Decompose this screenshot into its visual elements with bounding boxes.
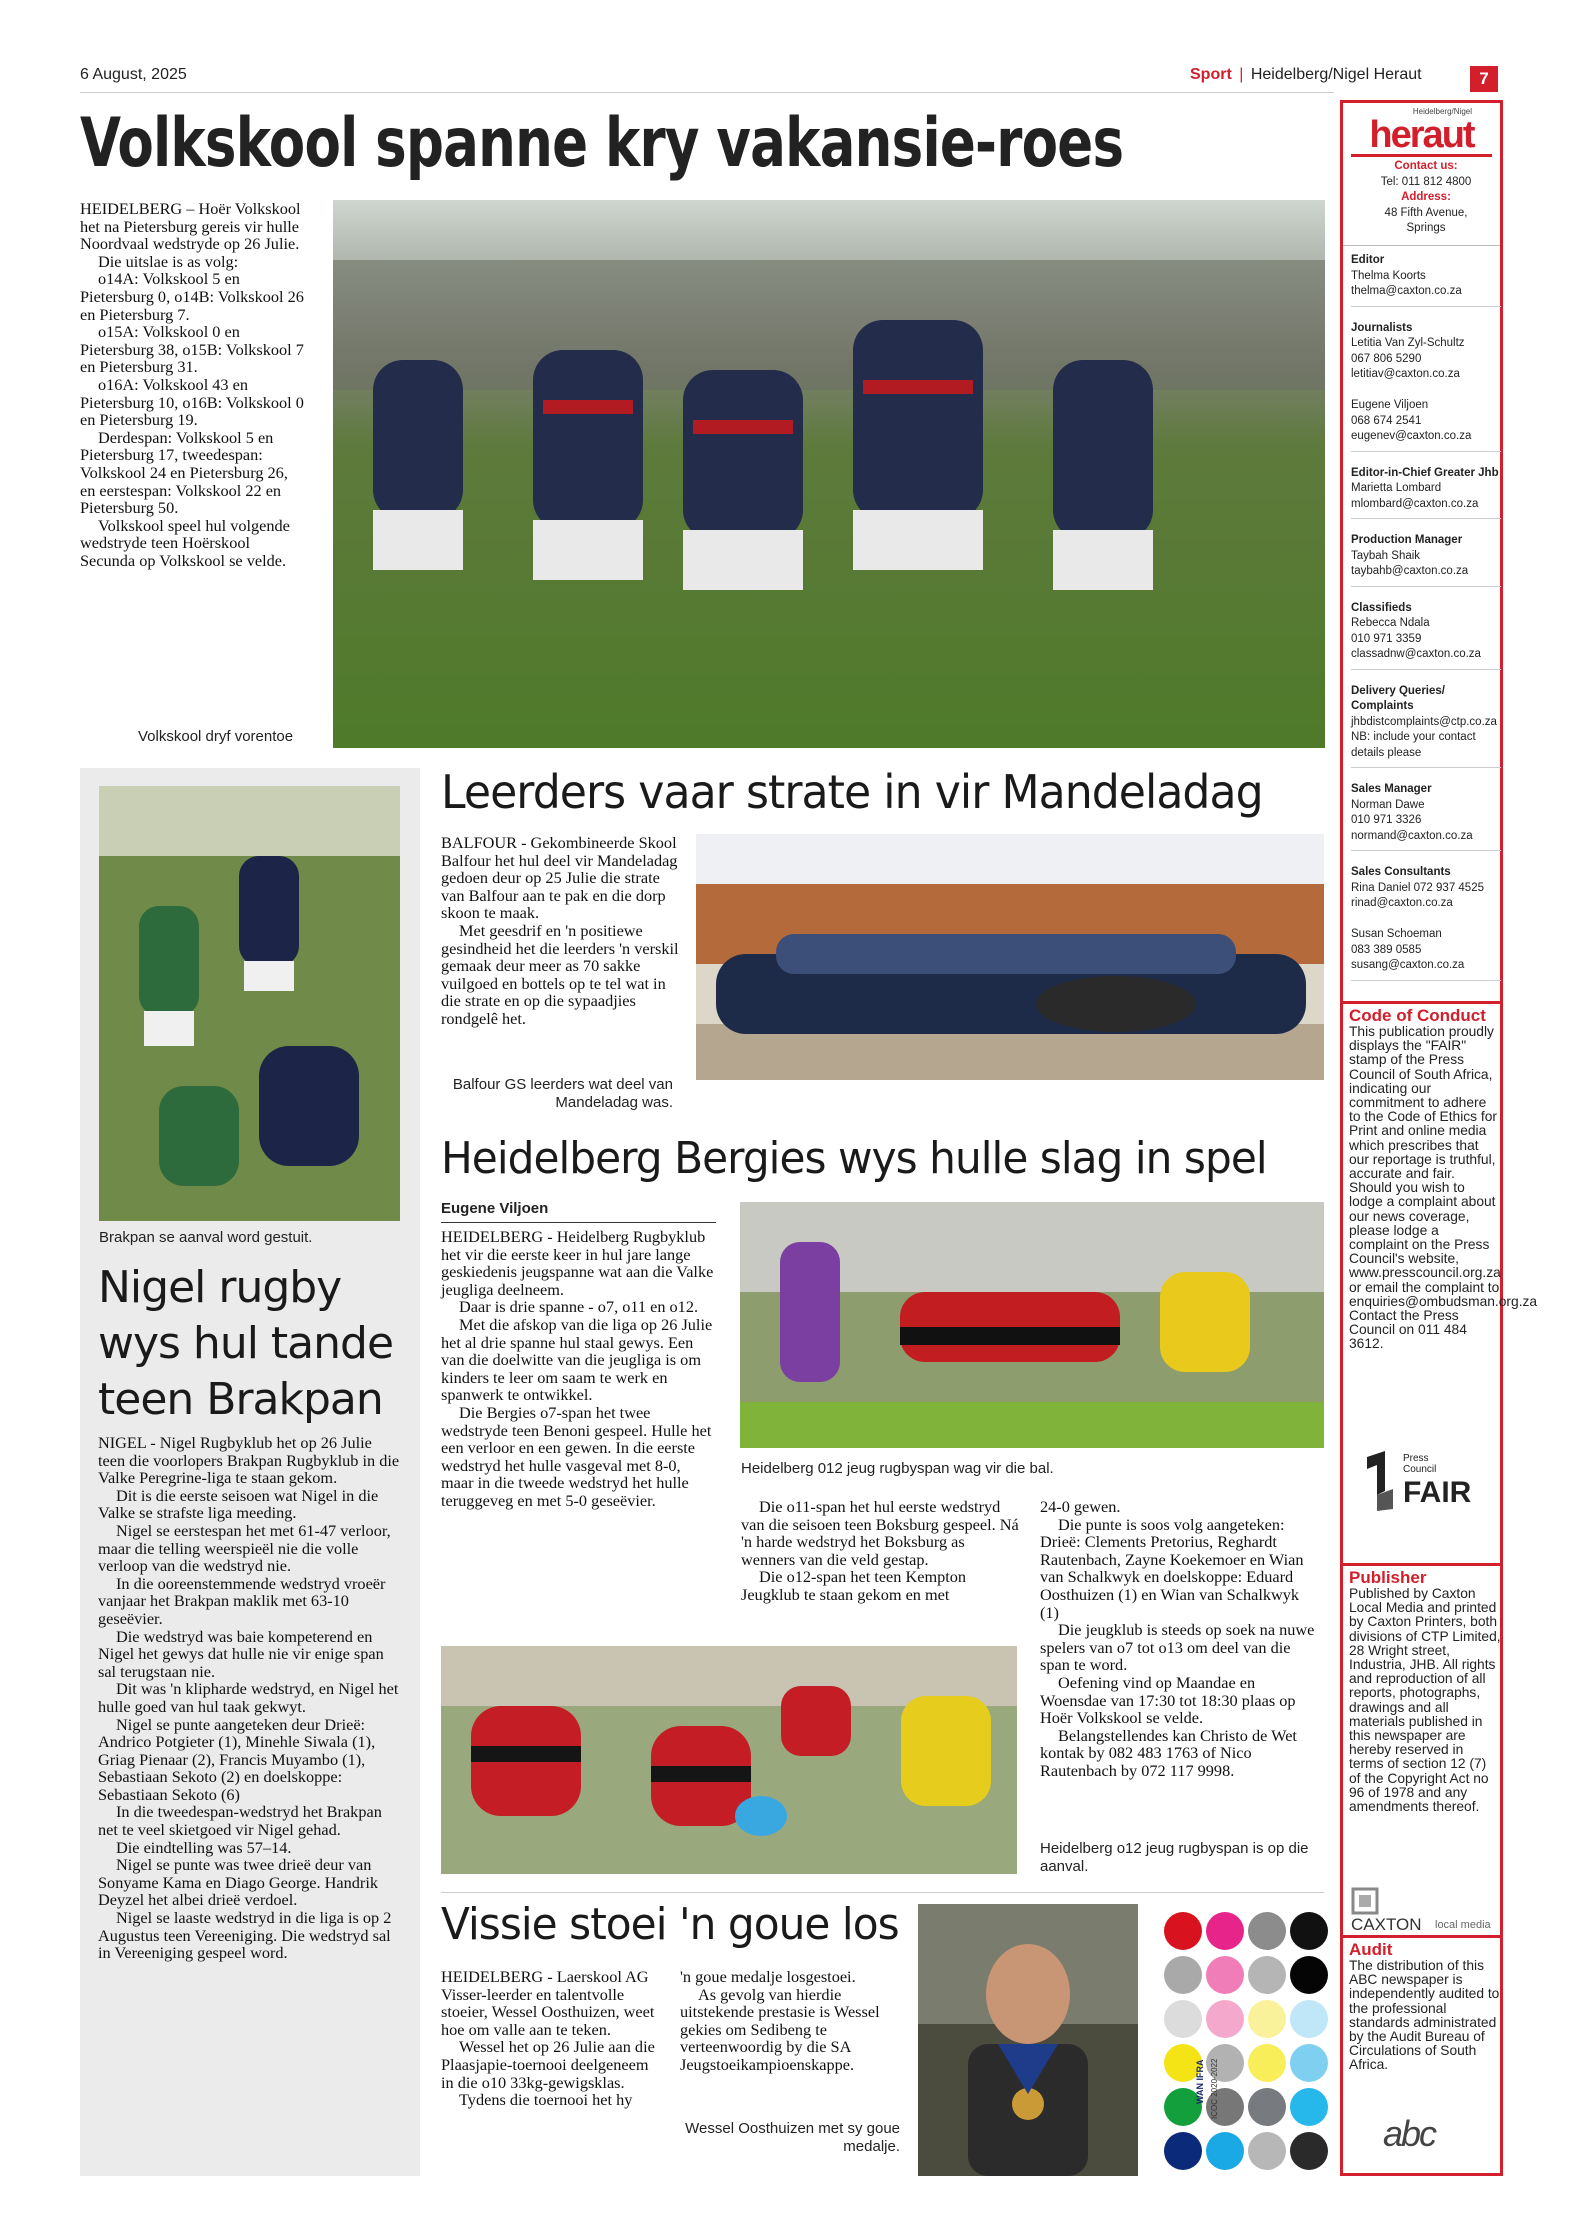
staff-line: 068 674 2541 [1351,414,1422,427]
publisher-divider [1343,1563,1500,1566]
color-swatch [1290,2132,1328,2170]
staff-line: Eugene Viljoen [1351,399,1429,411]
article3-caption: Balfour GS leerders wat deel van Mandeladag was. [452,1076,673,1111]
page-number: 7 [1470,66,1498,92]
code-text: This publication proudly displays the "FAIR" stamp of the Press Council of South Africa, indicating our commitment to adhere to the Code of Ethics for Print and online media which prescribes that our reportage is truthful, accurate and fair. Should you wish to lodge a complaint about our news coverage, please lodge a complaint on the Press Council's website, www.presscouncil.org.za or email the complaint to enquiries@ombudsman.org.za Contact the Press Council on 011 484 3612. [1349,1024,1538,1352]
article5-caption: Wessel Oosthuizen met sy goue medalje. [685,2120,900,2155]
article1-headline: Volkskool spanne kry vakansie-roes [80,104,1124,183]
color-swatch [1290,1912,1328,1950]
color-swatch [1164,1956,1202,1994]
section-rule [441,1892,1324,1893]
article4-caption-top: Heidelberg 012 jeug rugbyspan wag vir die bal. [741,1460,1054,1477]
article3-headline: Leerders vaar strate in vir Mandeladag [441,765,1263,819]
staff-entry [1351,601,1501,670]
article3-body [441,834,681,1028]
color-swatch [1248,2132,1286,2170]
publisher-text: Published by Caxton Local Media and printed by Caxton Printers, both divisions of CTP Limited, 28 Wright street, Industria, JHB. All rights and reproduction of all reports, photographs, drawings and all materials published in this newspaper are hereby reserved in terms of section 12 (7) of the Copyright Act no 96 of 1978 and any amendments thereof. [1349,1586,1501,1815]
paragraph: Die uitslae is as volg: [98,251,239,271]
staff-line: Norman Dawe [1351,798,1425,811]
paragraph: Derdespan: Volkskool 5 en Pietersburg 17, tweedespan: Volkskool 24 en Pietersburg 26, en eerstespan: Volkskool 22 en Pietersburg 50. [80,427,288,518]
audit-divider [1343,1935,1500,1938]
audit-block [1349,1941,1501,2073]
staff-line: classadnw@caxton.co.za [1351,648,1481,660]
press-council-label: Press Council [1403,1453,1437,1475]
staff-line: NB: include your contact details please [1351,731,1476,759]
paragraph: HEIDELBERG - Heidelberg Rugbyklub het vir die eerste keer in hul jare lange geskiedenis jeugspanne wat aan die Valke jeugliga deelneem. [441,1227,714,1299]
article4-col2 [741,1498,1019,1604]
bergies-photo-scrum [740,1202,1324,1448]
address-line: Springs [1406,222,1446,234]
staff-line: Susan Schoeman [1351,928,1442,940]
paragraph: As gevolg van hierdie uitstekende prestasie is Wessel gekies om Sedibeng te verteenwoordig by die SA Jeugstoeikampioenskappe. [680,1984,880,2074]
paragraph: BALFOUR - Gekombineerde Skool Balfour het hul deel vir Mandeladag gedoen deur op 25 Julie die strate van Balfour aan te pak en die dorp skoon te maak. [441,833,678,923]
staff-line [1351,912,1501,928]
staff-line: letitiav@caxton.co.za [1351,368,1460,380]
staff-line: rinad@caxton.co.za [1351,897,1453,909]
color-swatch [1290,2044,1328,2082]
audit-title: Audit [1349,1940,1393,1959]
staff-line: Marietta Lombard [1351,482,1442,494]
paragraph: o15A: Volkskool 0 en Pietersburg 38, o15B: Volkskool 7 en Pietersburg 31. [80,322,304,377]
paragraph: Oefening vind op Maandae en Woensdae van 17:30 tot 18:30 plaas op Hoër Volkskool se velde. [1040,1672,1296,1728]
paragraph: Dit is die eerste seisoen wat Nigel in die Valke se strafste liga meeding. [98,1485,379,1523]
paragraph: o16A: Volkskool 43 en Pietersburg 10, o16B: Volkskool 0 en Pietersburg 19. [80,374,304,430]
paragraph: Met die afskop van die liga op 26 Julie het al drie spanne hul staal gewys. Een van die doelwitte van die jeugliga is om kinders te leer om saam te werk en spanwerk te ontwikkel. [441,1314,713,1405]
press-council-icon [1363,1451,1399,1511]
headline-line: wys hul tande [98,1318,394,1369]
article4-headline: Heidelberg Bergies wys hulle slag in spel [441,1133,1267,1184]
article4-col1 [441,1228,716,1510]
paragraph: Wessel het op 26 Julie aan die Plaasjapie-toernooi deelgeneem in die o10 33kg-gewigsklas. [441,2037,655,2092]
wrestler-photo [918,1904,1138,2176]
icoc-mark: ICOC 2020-2022 [1210,2058,1219,2119]
code-title: Code of Conduct [1349,1006,1486,1025]
paragraph: Die Bergies o7-span het twee wedstryde teen Benoni gespeel. Hulle het een verloor en een gewen. In die eerste wedstryd het hulle vasgeval met 8-0, maar in die tweede wedstryd het hulle teruggeveg en met 5-0 geseëvier. [441,1402,712,1510]
staff-line: Rina Daniel 072 937 4525 [1351,881,1484,894]
staff-line: susang@caxton.co.za [1351,959,1465,971]
color-swatch [1206,2132,1244,2170]
caxton-sub: local media [1435,1919,1491,1931]
staff-entry [1351,253,1501,307]
paragraph: Die wedstryd was baie kompeterend en Nigel het gewys dat hulle nie vir enige span sal terugstaan nie. [98,1626,384,1681]
color-swatch [1248,1912,1286,1950]
staff-role: Editor-in-Chief Greater Jhb [1351,466,1499,479]
address-line: 48 Fifth Avenue, [1384,206,1468,219]
article2-headline [98,1260,393,1428]
masthead-title: heraut [1351,116,1492,157]
abc-logo: abc [1383,2113,1436,2154]
staff-line: 083 389 0585 [1351,943,1422,956]
paragraph: Dit was 'n klipharde wedstryd, en Nigel het hulle goed van hul taak gekwyt. [98,1679,399,1716]
code-block [1349,1006,1538,1352]
paragraph: Met geesdrif en 'n positiewe gesindheid het die leerders 'n verskil gemaak deur meer as 70 sakke vuilgoed en bottels op te tel wat in die strate en op die sypaadjies rondgelê het. [441,920,679,1028]
address-title: Address: [1401,191,1451,203]
staff-entry [1351,533,1501,587]
paragraph: Die o12-span het teen Kempton Jeugklub te staan gekom en met [741,1567,967,1604]
paragraph: Volkskool speel hul volgende wedstryde teen Hoërskool Secunda op Volkskool se velde. [80,515,290,570]
article1-body [80,200,306,569]
rugby-photo-brakpan [99,786,400,1221]
bergies-photo-attack [441,1646,1017,1874]
color-swatch [1164,2132,1202,2170]
staff-line: thelma@caxton.co.za [1351,285,1462,297]
staff-role: Editor [1351,254,1385,266]
contact-block [1351,159,1501,237]
staff-line: Thelma Koorts [1351,269,1426,282]
staff-role: Journalists [1351,321,1413,334]
staff-entry [1351,466,1501,520]
paragraph: 24-0 gewen. [1040,1497,1121,1516]
article4-caption-bottom: Heidelberg o12 jeug rugbyspan is op die aanval. [1040,1840,1309,1875]
fair-label: FAIR [1403,1476,1472,1509]
paper-name: Heidelberg/Nigel Heraut [1250,66,1422,83]
paragraph: NIGEL - Nigel Rugbyklub het op 26 Julie teen die voorlopers Brakpan Rugbyklub in die Valke Peregrine-liga te staan gekom. [98,1433,400,1488]
color-swatch [1248,1956,1286,1994]
staff-role: Classifieds [1351,601,1412,614]
staff-entry [1351,782,1501,851]
caxton-icon [1351,1887,1379,1915]
rugby-photo-volkskool [333,200,1325,748]
paragraph: HEIDELBERG - Laerskool AG Visser-leerder en talentvolle stoeier, Wessel Oosthuizen, weet hoe om valle aan te teken. [441,1967,655,2039]
paragraph: In die ooreenstemmende wedstryd vroeër vanjaar het Brakpan maklik met 63-10 geseëvier. [98,1573,386,1628]
color-swatch [1290,2000,1328,2038]
caxton-logo [1349,1887,1499,1934]
staff-line: 067 806 5290 [1351,352,1422,365]
code-divider [1343,1001,1500,1004]
color-swatch [1248,2088,1286,2126]
staff-role: Sales Consultants [1351,866,1451,878]
article2-photo-caption: Brakpan se aanval word gestuit. [99,1229,313,1246]
mandela-day-photo [696,834,1324,1080]
paragraph: In die tweedespan-wedstryd het Brakpan net te veel skietgoed vir Nigel gehad. [98,1802,382,1840]
publisher-block [1349,1569,1501,1814]
headline-line: teen Brakpan [98,1374,383,1425]
article5-headline: Vissie stoei 'n goue los [441,1899,899,1950]
staff-role: Sales Manager [1351,783,1432,795]
paragraph: Nigel se punte was twee drieë deur van Sonyame Kama en Diago George. Handrik Deyzel het albei drieë verdoel. [98,1855,379,1910]
paragraph: o14A: Volkskool 5 en Pietersburg 0, o14B: Volkskool 26 en Pietersburg 7. [80,269,304,324]
staff-role: Production Manager [1351,534,1463,546]
color-swatch [1164,1912,1202,1950]
paragraph: Die jeugklub is steeds op soek na nuwe spelers van o7 tot o13 om deel van die span te word. [1040,1620,1315,1675]
section-separator: | [1239,66,1244,83]
color-swatch [1206,2000,1244,2038]
section-label: Sport [1190,66,1232,83]
article5-col2 [680,1968,905,2074]
paragraph: Belangstellendes kan Christo de Wet kontak by 082 483 1763 of Nico Rautenbach by 072 117 9998. [1040,1725,1297,1780]
masthead-logo [1351,107,1492,155]
staff-role: Delivery Queries/ Complaints [1351,684,1445,712]
staff-line: Letitia Van Zyl-Schultz [1351,337,1465,349]
staff-line: jhbdistcomplaints@ctp.co.za [1351,715,1497,728]
staff-line: Rebecca Ndala [1351,617,1430,629]
byline-rule [441,1222,716,1223]
color-swatch [1290,2088,1328,2126]
staff-line: 010 971 3326 [1351,814,1422,826]
color-swatch [1290,1956,1328,1994]
staff-line: Taybah Shaik [1351,549,1421,562]
color-bar [1150,1904,1328,2176]
article2-body [98,1434,402,1962]
paragraph: Daar is drie spanne - o7, o11 en o12. [459,1297,699,1317]
header-rule [80,92,1334,93]
section-strip [1190,66,1422,84]
staff-entry [1351,865,1501,981]
paragraph: 'n goue medalje losgestoei. [680,1967,856,1986]
masthead-small: Heidelberg/Nigel [1412,107,1472,116]
article5-col1 [441,1968,661,2109]
staff-line: 010 971 3359 [1351,632,1422,645]
article1-caption: Volkskool dryf vorentoe [138,728,294,745]
caxton-label: CAXTON [1351,1915,1422,1934]
paragraph: Die o11-span het hul eerste wedstryd van die seisoen teen Boksburg gespeel. Ná 'n harde wedstryd het Boksburg as wenners van die veld gestap. [741,1497,1019,1569]
paragraph: Tydens die toernooi het hy [459,2090,633,2110]
staff-line [1351,383,1501,399]
staff-line: eugenev@caxton.co.za [1351,430,1472,442]
contact-title: Contact us: [1394,160,1458,172]
color-swatch [1206,1956,1244,1994]
page-date: 6 August, 2025 [80,66,187,83]
contact-tel: Tel: 011 812 4800 [1380,175,1472,188]
color-swatch [1248,2044,1286,2082]
audit-text: The distribution of this ABC newspaper is independently audited to the professional standards administrated by the Audit Bureau of Circulations of South Africa. [1349,1958,1500,2073]
staff-list [1351,253,1501,995]
paragraph: Nigel se punte aangeteken deur Drieë: Andrico Potgieter (1), Minehle Siwala (1), Griag Pienaar (2), Francis Muyambo (1), Sebastiaan Sekoto (2) en doelskoppe: Sebastiaan Sekoto (6) [98,1714,376,1804]
color-swatch [1164,2000,1202,2038]
sidebar-divider [1343,245,1500,246]
wan-ifra-mark: WAN IFRA [1195,2059,1205,2104]
color-swatch [1206,1912,1244,1950]
paragraph: Die eindtelling was 57–14. [116,1837,292,1857]
staff-line: taybahb@caxton.co.za [1351,565,1469,577]
paragraph: Nigel se laaste wedstryd in die liga is op 2 Augustus teen Vereeniging. Die wedstryd sal in Vereeniging gespeel word. [98,1908,392,1963]
paragraph: Die punte is soos volg aangeteken: Drieë: Clements Pretorius, Reghardt Rautenbach, Zayne Koekemoer en Wian van Schalkwyk en doelskoppe: Eduard Oosthuizen (1) en Wian van Schalkwyk (1) [1040,1514,1304,1622]
article4-col3 [1040,1498,1322,1780]
paragraph: HEIDELBERG – Hoër Volkskool het na Pietersburg gereis vir hulle Noordvaal wedstryde op 26 Julie. [80,199,301,254]
staff-line: mlombard@caxton.co.za [1351,497,1479,510]
sidebar [1340,100,1538,2176]
staff-entry [1351,321,1501,452]
color-swatch [1248,2000,1286,2038]
publisher-title: Publisher [1349,1568,1427,1587]
staff-entry [1351,684,1501,769]
headline-line: Nigel rugby [98,1262,342,1313]
paragraph: Nigel se eerstespan het met 61-47 verloor, maar die telling weerspieël nie die volle verloop van die wedstryd nie. [98,1520,391,1576]
fair-logo [1363,1451,1483,1511]
article4-byline: Eugene Viljoen [441,1200,549,1217]
staff-line: normand@caxton.co.za [1351,829,1473,842]
